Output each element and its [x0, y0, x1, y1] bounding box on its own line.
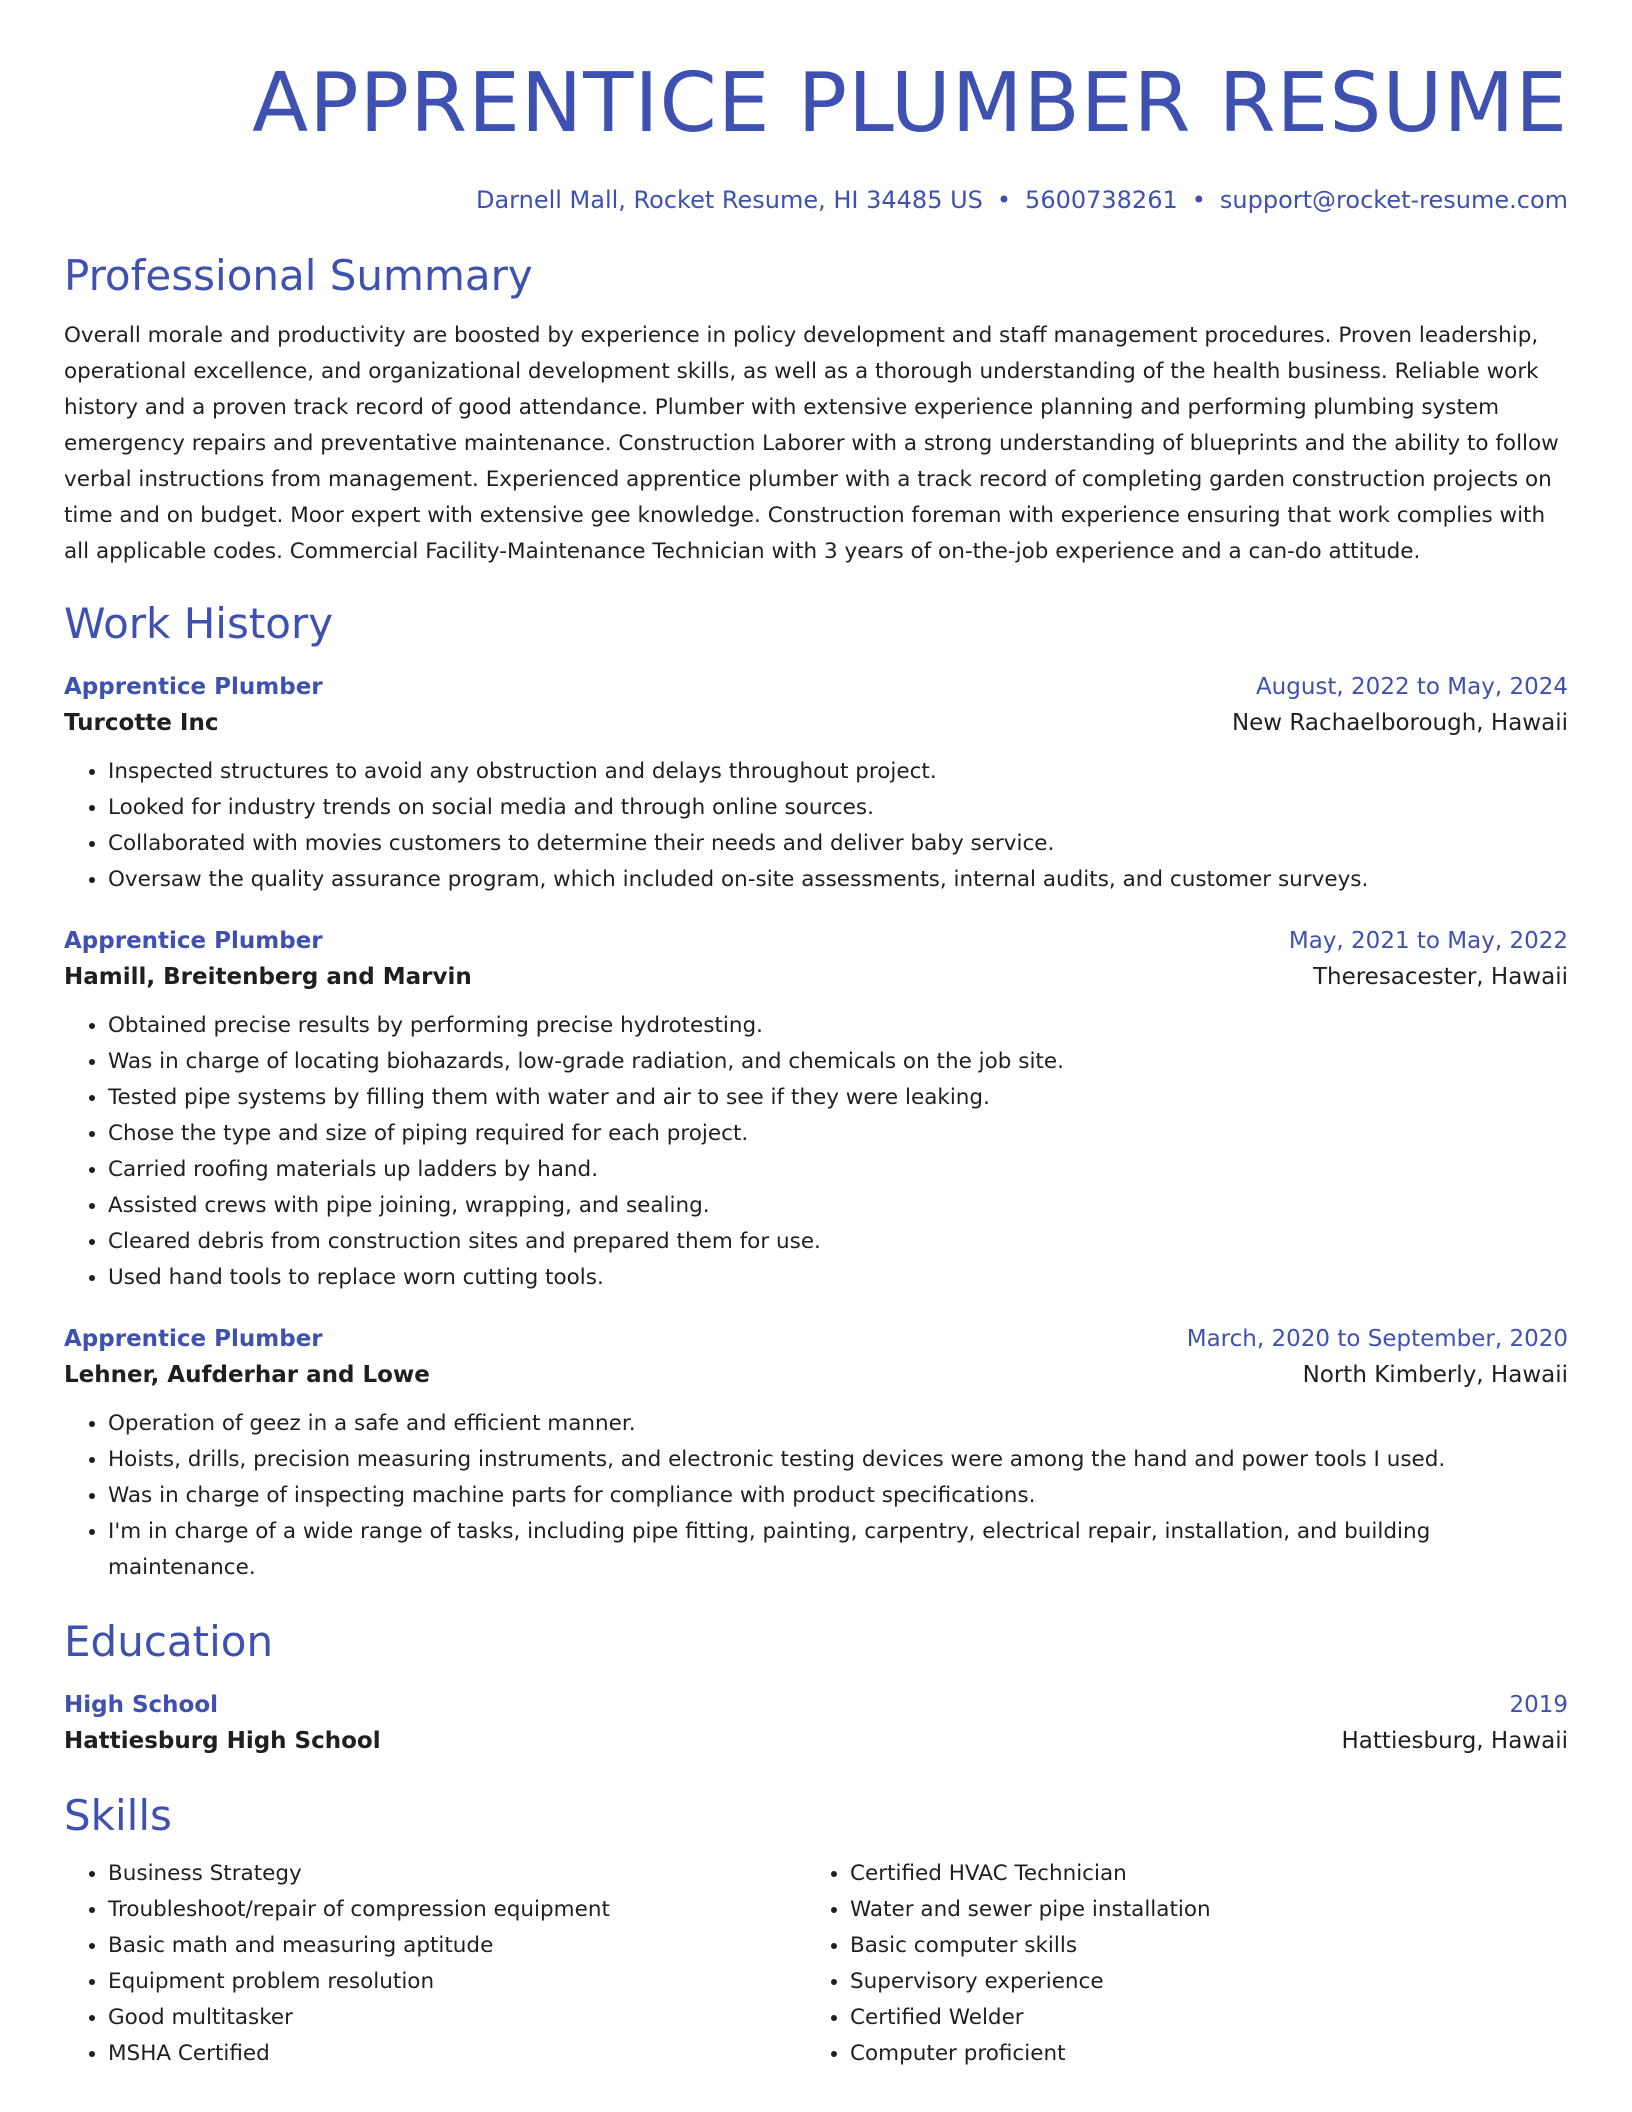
job-bullet: • Obtained precise results by performing precise hydrotesting. [108, 1008, 1568, 1044]
education-school: Hattiesburg High School [64, 1728, 381, 1754]
job-dates: August, 2022 to May, 2024 [1255, 674, 1568, 700]
job-entry [64, 924, 1568, 1296]
skill-item: • Certified HVAC Technician [850, 1856, 1548, 1892]
contact-separator: • [996, 186, 1012, 214]
job-dates: May, 2021 to May, 2022 [1288, 928, 1568, 954]
job-bullet: • Inspected structures to avoid any obstruction and delays throughout project. [108, 754, 1568, 790]
skills-column-left [64, 1856, 806, 2072]
skill-item: • Basic computer skills [850, 1928, 1548, 1964]
job-bullet: • Looked for industry trends on social media and through online sources. [108, 790, 1568, 826]
skills-column-right [806, 1856, 1548, 2072]
skill-item: • Troubleshoot/repair of compression equipment [108, 1892, 806, 1928]
job-bullet: • Used hand tools to replace worn cutting tools. [108, 1260, 1568, 1296]
contact-phone: 5600738261 [1025, 186, 1178, 214]
contact-separator: • [1191, 186, 1206, 214]
skill-item: • Good multitasker [108, 2000, 806, 2036]
education-year: 2019 [1509, 1692, 1568, 1718]
education-location: Hattiesburg, Hawaii [1341, 1728, 1568, 1754]
skill-item: • Certified Welder [850, 2000, 1548, 2036]
job-bullet: • Collaborated with movies customers to determine their needs and deliver baby service. [108, 826, 1568, 862]
summary-heading: Professional Summary [64, 251, 533, 300]
job-bullet: • Operation of geez in a safe and efficient manner. [108, 1406, 1568, 1442]
job-location: Theresacester, Hawaii [1312, 964, 1568, 990]
contact-email: support@rocket-resume.com [1219, 186, 1568, 214]
skill-item: • Equipment problem resolution [108, 1964, 806, 2000]
skills-list [64, 1856, 1568, 2072]
resume-title: APPRENTICE PLUMBER RESUME [252, 56, 1568, 151]
job-bullet: • I'm in charge of a wide range of tasks, including pipe fitting, painting, carpentry, electrical repair, installation, and building maintenance. [108, 1514, 1568, 1586]
summary-text: Overall morale and productivity are boosted by experience in policy development and staff management procedures. Proven leadership, operational excellence, and organizational development skills, as well as a thorough understanding of the health business. Reliable work history and a proven track record of good attendance. Plumber with extensive experience planning and performing plumbing system emergency repairs and preventative maintenance. Construction Laborer with a strong understanding of blueprints and the ability to follow verbal instructions from management. Experienced apprentice plumber with a track record of completing garden construction projects on time and on budget. Moor expert with extensive gee knowledge. Construction foreman with experience ensuring that work complies with all applicable codes. Commercial Facility-Maintenance Technician with 3 years of on-the-job experience and a can-do attitude. [64, 323, 1559, 564]
job-bullet: • Tested pipe systems by filling them with water and air to see if they were leaking. [108, 1080, 1568, 1116]
job-bullet: • Assisted crews with pipe joining, wrapping, and sealing. [108, 1188, 1568, 1224]
work-history-heading: Work History [64, 599, 334, 648]
skill-item: • Computer proficient [850, 2036, 1548, 2072]
job-role: Apprentice Plumber [64, 928, 323, 954]
job-bullets [64, 1008, 1568, 1296]
job-role: Apprentice Plumber [64, 1326, 323, 1352]
education-heading: Education [64, 1617, 274, 1666]
job-bullet: • Chose the type and size of piping required for each project. [108, 1116, 1568, 1152]
job-bullet: • Cleared debris from construction sites and prepared them for use. [108, 1224, 1568, 1260]
job-bullet: • Was in charge of locating biohazards, low-grade radiation, and chemicals on the job site. [108, 1044, 1568, 1080]
job-bullet: • Hoists, drills, precision measuring instruments, and electronic testing devices were among the hand and power tools I used. [108, 1442, 1568, 1478]
job-bullet: • Oversaw the quality assurance program, which included on-site assessments, internal audits, and customer surveys. [108, 862, 1568, 898]
education-entry [64, 1688, 1568, 1760]
job-bullet: • Was in charge of inspecting machine parts for compliance with product specifications. [108, 1478, 1568, 1514]
job-entry [64, 1322, 1568, 1586]
job-dates: March, 2020 to September, 2020 [1186, 1326, 1568, 1352]
job-bullets [64, 1406, 1568, 1586]
job-location: North Kimberly, Hawaii [1302, 1362, 1568, 1388]
contact-address: Darnell Mall, Rocket Resume, HI 34485 US [475, 186, 983, 214]
skills-heading: Skills [64, 1791, 172, 1840]
job-entry [64, 670, 1568, 898]
job-bullet: • Carried roofing materials up ladders by hand. [108, 1152, 1568, 1188]
job-company: Turcotte Inc [64, 710, 219, 736]
skill-item: • Supervisory experience [850, 1964, 1548, 2000]
skill-item: • Water and sewer pipe installation [850, 1892, 1548, 1928]
job-company: Lehner, Aufderhar and Lowe [64, 1362, 430, 1388]
job-company: Hamill, Breitenberg and Marvin [64, 964, 472, 990]
contact-line [64, 182, 1568, 218]
skill-item: • MSHA Certified [108, 2036, 806, 2072]
job-role: Apprentice Plumber [64, 674, 323, 700]
job-location: New Rachaelborough, Hawaii [1231, 710, 1568, 736]
job-bullets [64, 754, 1568, 898]
skill-item: • Business Strategy [108, 1856, 806, 1892]
education-degree: High School [64, 1692, 219, 1718]
skill-item: • Basic math and measuring aptitude [108, 1928, 806, 1964]
